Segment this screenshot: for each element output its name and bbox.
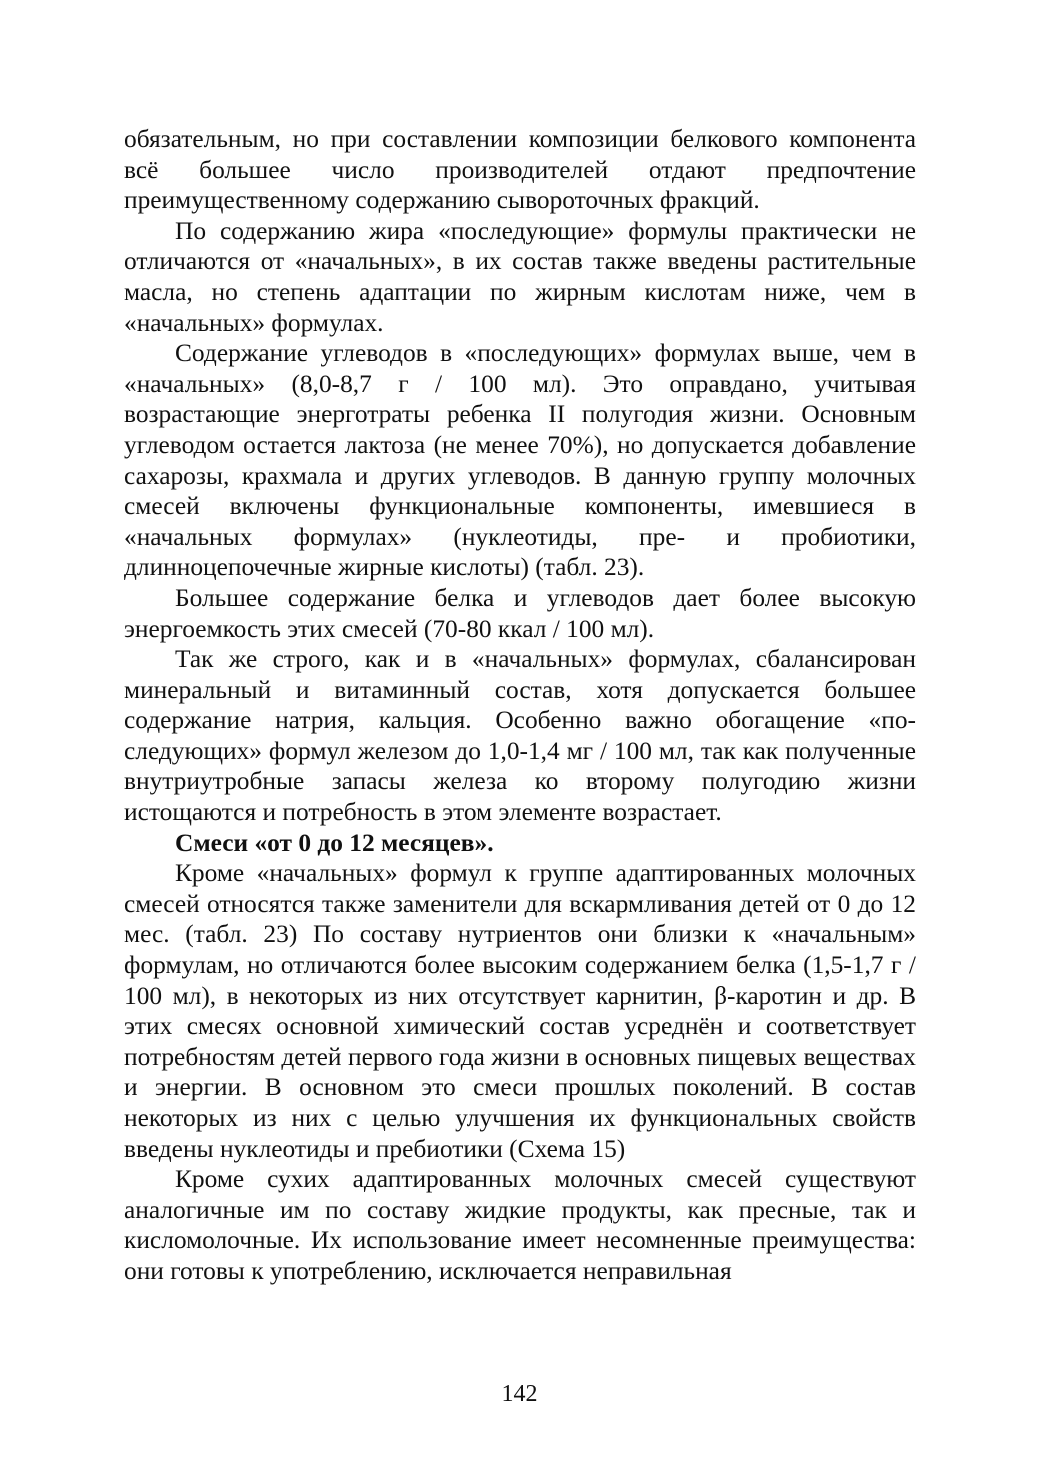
- body-text: [124, 124, 916, 1287]
- paragraph-7: Кроме сухих адаптированных молочных смесей существуют аналогичные им по составу жидкие продукты, как пресные, так и кисломолочные. Их использование имеет несомненные преимущества: они готовы к употреблению, исключается неправильная: [124, 1165, 916, 1285]
- paragraph-1: обязательным, но при составлении композиции белкового компонента всё большее число производителей отдают предпочтение преимущественному содержанию сывороточных фракций.: [124, 125, 916, 215]
- paragraph-2: По содержанию жира «последующие» формулы практически не отличаются от «начальных», в их состав также введены растительные масла, но степень адаптации по жирным кислотам ниже, чем в «начальных» формулах.: [124, 216, 916, 337]
- paragraph-4: Большее содержание белка и углеводов дает более высокую энергоемкость этих смесей (70-80 ккал / 100 мл).: [124, 583, 916, 643]
- paragraph-3: Содержание углеводов в «последующих» формулах выше, чем в «начальных» (8,0-8,7 г / 100 мл). Это оправдано, учитывая возрастающие энерготраты ребенка II полугодия жизни. Основным углеводом остается лактоза (не менее 70%), но допускается добавление сахарозы, крахмала и других углеводов. В данную группу молочных смесей включены функциональные компоненты, имевшиеся в «начальных формулах» (нуклеотиды, пре- и пробиотики, длинноцепочечные жирные кислоты) (табл. 23).: [124, 339, 916, 582]
- page-number: 142: [501, 1381, 538, 1407]
- paragraph-5: Так же строго, как и в «начальных» формулах, сбалансирован минеральный и витаминный состав, хотя допускается большее содержание натрия, кальция. Особенно важно обогащение «последующих» формул железом до 1,0-1,4 мг / 100 мл, так как полученные внутриутробные запасы железа ко второму полугодию жизни истощаются и потребность в этом элементе возрастает.: [124, 645, 916, 827]
- paragraph-6: Кроме «начальных» формул к группе адаптированных молочных смесей относятся также заменители для вскармливания детей от 0 до 12 мес. (табл. 23) По составу нутриентов они близки к «начальным» формулам, но отличаются более высоким содержанием белка (1,5-1,7 г / 100 мл), в некоторых из них отсутствует карнитин, β-каротин и др. В этих смесях основной химический состав усреднён и соответствует потребностям детей первого года жизни в основных пищевых веществах и энергии. В основном это смеси прошлых поколений. В состав некоторых из них с целью улучшения их функциональных свойств введены нуклеотиды и пребиотики (Схема 15): [124, 859, 916, 1163]
- section-heading: Смеси «от 0 до 12 месяцев».: [175, 828, 494, 857]
